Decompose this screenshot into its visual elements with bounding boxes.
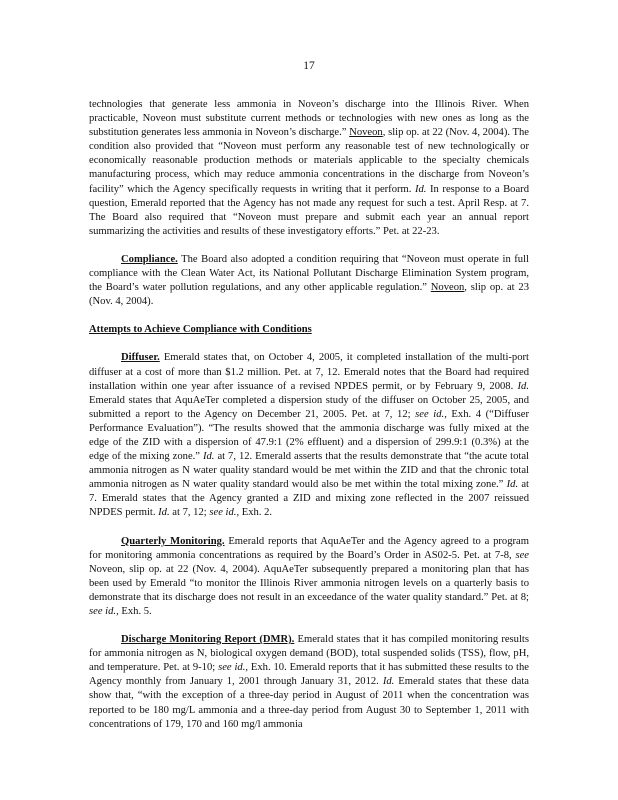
text-run: Noveon, slip op. at 22 (Nov. 4, 2004). AquAeTer subsequently prepared a monitoring plan that has been used by Emerald “to monitor the Illinois River ammonia nitrogen levels on a quarterly basis to demonstrate that its discharge does not result in an exceedance of the water quality standard.” Pet. at 8; [89,563,529,603]
text-run: Emerald states that AquAeTer completed a dispersion study of the diffuser on October 25, 2005, and submitted a report to the Agency on December 21, 2005. Pet. at 7, 12; [89,394,529,420]
paragraph-technologies [89,98,529,239]
section-heading-attempts: Attempts to Achieve Compliance with Conditions [89,324,312,336]
text-run: , Exh. 4 (“Diffuser Performance Evaluation”). “The results showed that the ammonia discharge was fully mixed at the edge of the ZID with a dispersion of 47.9:1 (2% effluent) and a dispersion of 299.9:1 (0.3%) at the edge of the mixing zone.” [89,408,529,463]
see-citation: see id. [415,408,445,420]
text-run: , slip op. at 22 (Nov. 4, 2004). The condition also provided that “Noveon must perform any reasonable test of new technologically or economically reasonable production methods or materials applicable to the specialty chemicals manufacturing process, which may reduce ammonia concentrations in the discharge from Noveon’s facility” which the Agency specifically requests in writing that it perform. [89,127,530,195]
paragraph-compliance [89,253,529,309]
text-run: , Exh. 2. [236,507,273,519]
id-citation: Id. [414,183,427,195]
case-citation: Noveon [349,127,383,139]
section-title-quarterly-monitoring: Quarterly Monitoring. [121,535,225,547]
see-citation: see id. [209,507,237,519]
id-citation: Id. [382,676,395,688]
text-run: , Exh. 10. Emerald reports that it has submitted these results to the Agency monthly from January 1, 2001 through January 31, 2012. [89,662,529,688]
paragraph-dmr [89,633,529,732]
id-citation: Id. [517,380,529,392]
section-title-dmr: Discharge Monitoring Report (DMR). [121,634,295,646]
page-number: 17 [303,60,315,72]
document-body [89,98,529,732]
text-run: The Board also adopted a condition requiring that “Noveon must operate in full compliance with the Clean Water Act, its National Pollutant Discharge Elimination System program, the Board’s water pollution regulations, and any other applicable regulation.” [89,253,529,294]
text-run: In response to a Board question, Emerald reported that the Agency has not made any request for such a test. April Resp. at 7. The Board also required that “Noveon must prepare and submit each year an annual report summarizing the activities and results of these investigatory efforts.” Pet. at 22-23. [89,183,529,237]
paragraph-quarterly-monitoring [89,535,529,620]
text-run: at 7, 12; [169,507,210,519]
case-citation: Noveon [430,282,465,294]
id-citation: Id. [202,451,215,463]
see-citation: see id. [218,662,246,674]
see-citation: see id. [89,606,117,617]
text-run: technologies that generate less ammonia in Noveon’s discharge into the Illinois River. When practicable, Noveon must substitute current methods or technologies with new ones as long as the substitution generates less ammonia in Noveon’s discharge.” [89,99,529,139]
text-run: , slip op. at 23 (Nov. 4, 2004). [89,282,529,308]
text-run: at 7. Emerald states that the Agency granted a ZID and mixing zone reflected in the 2007 reissued NPDES permit. [89,479,530,519]
text-run: Emerald states that, on October 4, 2005, it completed installation of the multi-port diffuser at a cost of more than $1.2 million. Pet. at 7, 12. Emerald notes that the Board had required installation within one year after issuance of a revised NPDES permit, or by February 9, 2008. [89,352,529,392]
section-title-compliance: Compliance. [121,253,178,265]
see-citation: see [515,549,529,561]
text-run: Emerald reports that AquAeTer and the Agency agreed to a program for monitoring ammonia concentrations as required by the Board’s Order in AS02-5. Pet. at 7-8, [89,535,529,561]
text-run: , Exh. 5. [116,606,152,617]
section-title-diffuser: Diffuser. [121,352,160,364]
id-citation: Id. [158,507,170,519]
text-run: at 7, 12. Emerald asserts that the results demonstrate that “the acute total ammonia nitrogen as N water quality standard would be met within the ZID and that the chronic total ammonia nitrogen as N water quality standard would also be met within the total mixing zone.” [89,451,529,491]
text-run: Emerald states that it has compiled monitoring results for ammonia nitrogen as N, biological oxygen demand (BOD), total suspended solids (TSS), flow, pH, and temperature. Pet. at 9-10; [89,634,529,674]
id-citation: Id. [506,479,519,491]
paragraph-diffuser [89,351,529,520]
text-run: Emerald states that these data show that, “with the exception of a three-day period in August of 2011 when the concentration was reported to be 180 mg/L ammonia and a three-day period from August 30 to September 1, 2011 with concentrations of 179, 170 and 160 mg/l ammonia [89,676,529,730]
